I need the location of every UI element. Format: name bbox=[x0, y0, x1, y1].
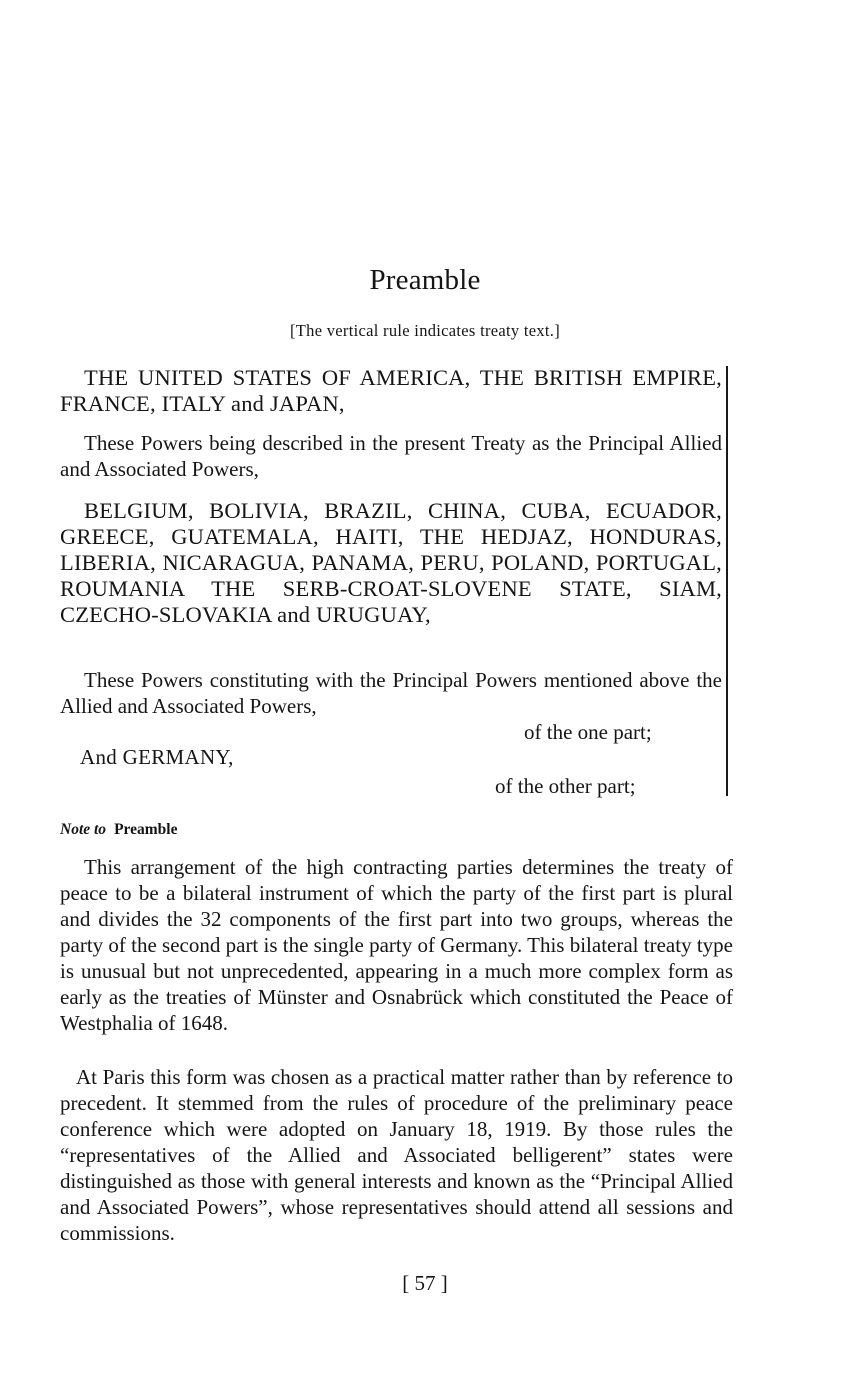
other-powers-paragraph: BELGIUM, BOLIVIA, BRAZIL, CHINA, CUBA, ECUADOR, GREECE, GUATEMALA, HAITI, THE HEDJAZ, HONDURAS, LIBERIA, NICARAGUA, PANAMA, PERU, POLAND, PORTUGAL, ROUMANIA THE SERB-CROAT-SLOVENE STATE, SIAM, CZECHO-SLOVAKIA and URUGUAY, bbox=[60, 498, 722, 627]
page-number: [ 57 ] bbox=[402, 1271, 448, 1295]
page-subtitle: [The vertical rule indicates treaty text.] bbox=[289, 321, 561, 340]
note-label bbox=[60, 821, 177, 839]
note-label-bold: Preamble bbox=[114, 821, 178, 838]
other-description-paragraph: These Powers constituting with the Principal Powers mentioned above the Allied and Associated Powers, bbox=[60, 668, 722, 718]
note-paragraph-1: This arrangement of the high contracting parties determines the treaty of peace to be a bilateral instrument of which the party of the first part is plural and divides the 32 components of the first part into two groups, whereas the party of the second part is the single party of Germany. This bilateral treaty type is unusual but not unprecedented, appearing in a much more complex form as early as the treaties of Münster and Osnabrück which constituted the Peace of Westphalia of 1648. bbox=[60, 855, 733, 1035]
one-part-line: of the one part; bbox=[524, 720, 652, 744]
other-part-line: of the other part; bbox=[495, 774, 636, 798]
note-paragraph-2: At Paris this form was chosen as a practical matter rather than by reference to precedent. It stemmed from the rules of procedure of the preliminary peace conference which were adopted on January 18, 1919. By those rules the “representatives of the Allied and Associated belligerent” states were distinguished as those with general interests and known as the “Principal Allied and Associated Powers”, whose representatives should attend all sessions and commissions. bbox=[60, 1065, 733, 1245]
principal-description-paragraph: These Powers being described in the present Treaty as the Principal Allied and Associated Powers, bbox=[60, 431, 722, 481]
germany-line: And GERMANY, bbox=[80, 745, 234, 769]
page-title: Preamble bbox=[369, 264, 481, 296]
note-label-italic: Note to bbox=[60, 821, 107, 838]
treaty-text-vertical-rule bbox=[726, 366, 728, 796]
principal-powers-paragraph: THE UNITED STATES OF AMERICA, THE BRITISH EMPIRE, FRANCE, ITALY and JAPAN, bbox=[60, 365, 722, 416]
